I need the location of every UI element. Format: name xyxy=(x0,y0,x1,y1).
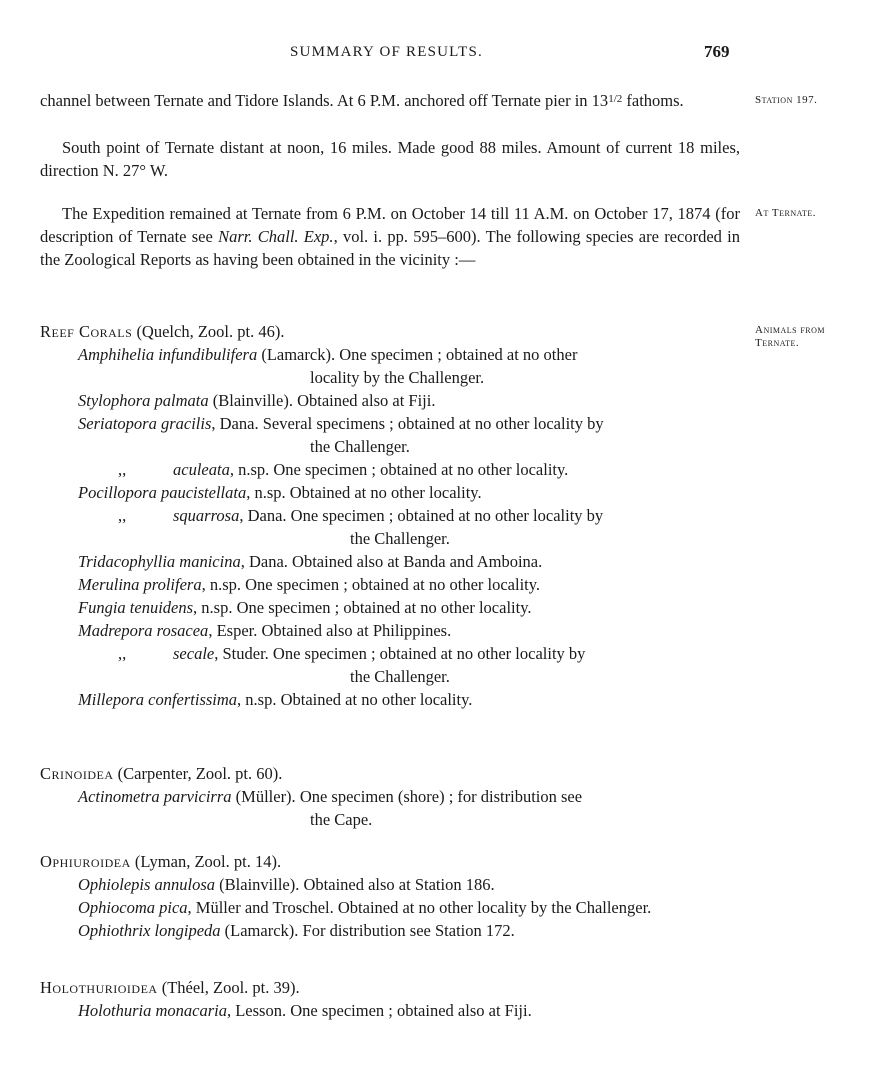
section-heading-ref: (Théel, Zool. pt. 39). xyxy=(157,978,300,997)
species-name: aculeata xyxy=(173,460,230,479)
holothurioidea-section xyxy=(40,976,740,1022)
species-entry xyxy=(40,412,740,458)
margin-animals-line2: Ternate. xyxy=(755,337,800,349)
species-name: Merulina prolifera xyxy=(78,575,202,594)
species-note: One specimen ; obtained at no other locality. xyxy=(232,598,532,617)
species-name: Holothuria monacaria xyxy=(78,1001,227,1020)
species-authority: , n.sp. xyxy=(201,575,242,594)
intro-paragraph-1 xyxy=(40,88,740,112)
running-header xyxy=(0,44,880,68)
species-note: One specimen ; obtained at no other locality by xyxy=(286,506,604,525)
species-name: Stylophora palmata xyxy=(78,391,209,410)
section-heading-name: Holothurioidea xyxy=(40,978,158,997)
species-authority: , n.sp. xyxy=(246,483,286,502)
species-note: Obtained at no other locality. xyxy=(285,483,482,502)
species-entry xyxy=(40,919,740,942)
margin-animals xyxy=(755,324,855,350)
crinoidea-section xyxy=(40,762,740,831)
species-entry xyxy=(40,573,740,596)
species-entry xyxy=(40,619,740,642)
reef-corals-section xyxy=(40,320,740,711)
species-entry xyxy=(40,785,740,831)
species-note-continued: the Challenger. xyxy=(310,437,410,456)
section-heading xyxy=(40,762,740,785)
species-authority: , Müller and Troschel. xyxy=(187,898,334,917)
species-name: secale xyxy=(173,644,215,663)
species-name: Ophiothrix longipeda xyxy=(78,921,221,940)
species-entry xyxy=(40,343,740,389)
species-authority: , Dana. xyxy=(240,552,288,571)
section-heading xyxy=(40,850,740,873)
species-authority: , n.sp. xyxy=(229,460,270,479)
intro-paragraph-2: South point of Ternate distant at noon, 16 miles. Made good 88 miles. Amount of current 18 miles, direction N. 27° W. xyxy=(40,138,740,180)
species-entry xyxy=(40,550,740,573)
species-authority: , Studer. xyxy=(214,644,269,663)
species-note-continued: the Challenger. xyxy=(350,667,450,686)
section-heading-name: Reef Corals xyxy=(40,322,133,341)
species-note: Obtained at no other locality. xyxy=(276,690,473,709)
species-name: Tridacophyllia manicina xyxy=(78,552,241,571)
margin-animals-line1: Animals from xyxy=(755,324,826,336)
species-note: Obtained also at Fiji. xyxy=(292,391,436,410)
margin-at-ternate: At Ternate. xyxy=(755,207,817,219)
section-heading-ref: (Quelch, Zool. pt. 46). xyxy=(132,322,285,341)
species-note: Several specimens ; obtained at no other locality by xyxy=(258,414,604,433)
species-entry xyxy=(40,458,740,481)
ditto-mark: ,, xyxy=(118,460,127,479)
species-name: Millepora confertissima xyxy=(78,690,238,709)
species-name: Ophiocoma pica xyxy=(78,898,188,917)
species-entry xyxy=(40,999,740,1022)
species-entry xyxy=(40,688,740,711)
header-title: SUMMARY OF RESULTS. xyxy=(290,44,483,60)
species-authority: , Dana. xyxy=(211,414,259,433)
intro-p3-a: The Expedition remained at Ternate from 6 P.M. on October 14 till 11 A.M. on October 17, 1874 (for description of Ternate see xyxy=(40,204,740,246)
page-number: 769 xyxy=(704,42,730,61)
species-note: One specimen (shore) ; for distribution see xyxy=(295,787,583,806)
section-heading xyxy=(40,320,740,343)
section-heading-ref: (Carpenter, Zool. pt. 60). xyxy=(113,764,283,783)
ditto-mark: ,, xyxy=(118,644,127,663)
species-authority: (Blainville). xyxy=(215,875,300,894)
species-authority: (Müller). xyxy=(231,787,296,806)
ditto-mark: ,, xyxy=(118,506,127,525)
species-authority: , Esper. xyxy=(208,621,258,640)
section-heading-name: Ophiuroidea xyxy=(40,852,131,871)
species-entry xyxy=(40,896,740,919)
ophiuroidea-section xyxy=(40,850,740,942)
species-authority: , n.sp. xyxy=(237,690,277,709)
species-authority: , n.sp. xyxy=(193,598,233,617)
species-note-continued: the Challenger. xyxy=(350,529,450,548)
margin-station: Station 197. xyxy=(755,94,818,106)
intro-p1-end: fathoms. xyxy=(622,91,684,110)
species-name: Seriatopora gracilis xyxy=(78,414,212,433)
species-authority: , Lesson. xyxy=(226,1001,287,1020)
species-note: One specimen ; obtained at no other locality by xyxy=(268,644,586,663)
species-authority: , Dana. xyxy=(239,506,287,525)
species-authority: (Lamarck). xyxy=(257,345,336,364)
species-note: Obtained at no other locality by the Challenger. xyxy=(333,898,652,917)
species-note: One specimen ; obtained at no other locality. xyxy=(269,460,569,479)
species-note-continued: the Cape. xyxy=(310,810,373,829)
narrative-reference: Narr. Chall. Exp. xyxy=(218,227,334,246)
species-name: Pocillopora paucistellata xyxy=(78,483,247,502)
species-name: squarrosa xyxy=(173,506,240,525)
intro-p1-text: channel between Ternate and Tidore Islands. At 6 P.M. anchored off Ternate pier in 13 xyxy=(40,91,609,110)
species-entry xyxy=(40,504,740,550)
species-name: Madrepora rosacea xyxy=(78,621,209,640)
species-entry xyxy=(40,481,740,504)
species-entry xyxy=(40,389,740,412)
species-note: One specimen ; obtained also at Fiji. xyxy=(286,1001,532,1020)
species-note: Obtained also at Station 186. xyxy=(299,875,495,894)
section-heading xyxy=(40,976,740,999)
species-authority: (Lamarck). xyxy=(220,921,299,940)
species-note-continued: locality by the Challenger. xyxy=(310,368,485,387)
species-entry xyxy=(40,642,740,688)
intro-paragraph-3 xyxy=(40,202,740,271)
species-authority: (Blainville). xyxy=(208,391,293,410)
species-entry xyxy=(40,873,740,896)
section-heading-ref: (Lyman, Zool. pt. 14). xyxy=(130,852,282,871)
species-entry xyxy=(40,596,740,619)
species-name: Ophiolepis annulosa xyxy=(78,875,216,894)
species-name: Fungia tenuidens xyxy=(78,598,194,617)
species-note: One specimen ; obtained at no other xyxy=(335,345,578,364)
species-note: Obtained also at Philippines. xyxy=(257,621,452,640)
section-heading-name: Crinoidea xyxy=(40,764,114,783)
species-note: One specimen ; obtained at no other locality. xyxy=(241,575,541,594)
species-name: Actinometra parvicirra xyxy=(78,787,232,806)
fraction-half: 1/2 xyxy=(608,93,623,105)
species-note: For distribution see Station 172. xyxy=(298,921,515,940)
species-note: Obtained also at Banda and Amboina. xyxy=(287,552,543,571)
species-name: Amphihelia infundibulifera xyxy=(78,345,258,364)
intro-p3-b: , vol. i. pp. 595–600). The following species are recorded in the Zoological Reports as having been obtained in the vicinity :— xyxy=(40,227,740,269)
